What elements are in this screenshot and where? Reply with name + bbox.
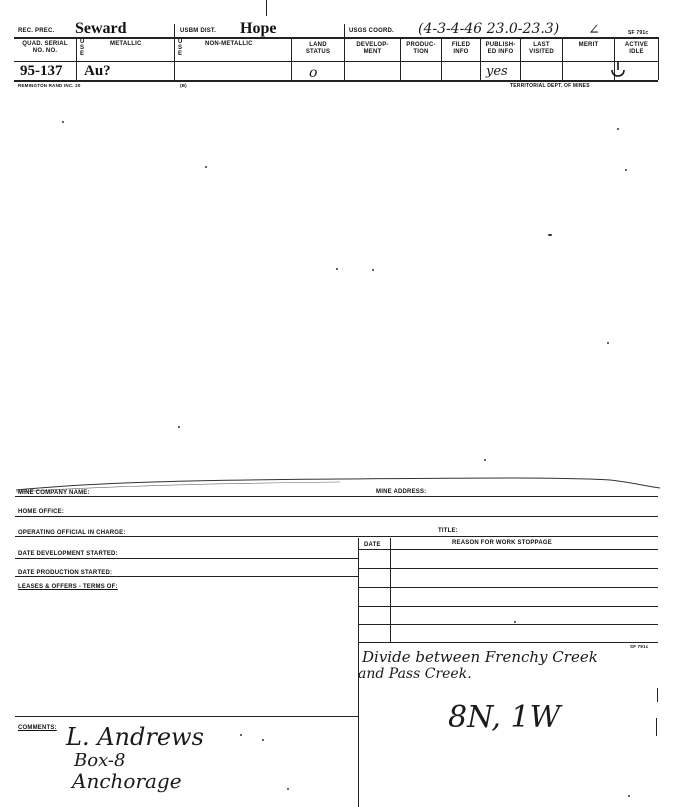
mine-company-label: MINE COMPANY NAME: (18, 490, 90, 496)
last-visited-label: LAST VISITED (529, 42, 554, 55)
mine-address-label: MINE ADDRESS: (376, 489, 427, 495)
edge-mark (656, 718, 657, 736)
speck (484, 459, 486, 461)
card-line (358, 624, 658, 625)
leases-label: LEASES & OFFERS - TERMS OF: (18, 584, 118, 590)
note-line-2: and Pass Creek. (358, 666, 472, 682)
comments-label: COMMENTS: (18, 725, 57, 731)
card-line (358, 587, 658, 588)
speck (617, 128, 619, 130)
land-status-value: o (309, 65, 318, 81)
card-line (15, 536, 658, 537)
card-divider (174, 37, 175, 80)
metallic-value: Au? (84, 63, 111, 79)
card-top-edge (0, 474, 678, 494)
card-line (358, 549, 658, 550)
comment-line-2: Box-8 (74, 750, 126, 771)
footer-code: (B) (180, 83, 187, 88)
card-line (358, 568, 658, 569)
land-status-label: LAND STATUS (305, 42, 331, 55)
speck (336, 268, 338, 270)
speck (625, 169, 627, 171)
card-line (15, 558, 358, 559)
check-mark: ∠ (588, 22, 600, 38)
note-line-1: Divide between Frenchy Creek (362, 648, 598, 666)
non-metallic-label: NON-METALLIC (205, 41, 253, 47)
title-label: TITLE: (438, 528, 458, 534)
footer-right: TERRITORIAL DEPT. OF MINES (510, 83, 590, 89)
comment-line-1: L. Andrews (66, 723, 204, 751)
quad-serial-label: QUAD. SERIAL NO. NO. (22, 41, 68, 54)
speck (514, 621, 516, 623)
speck (548, 234, 552, 236)
footer-left: REMINGTON RAND INC. 20 (18, 83, 81, 88)
date-col-label: DATE (364, 542, 381, 548)
production-label: PRODUC- TION (406, 42, 436, 55)
card-line (358, 606, 658, 607)
card-line (15, 576, 358, 577)
speck (262, 739, 264, 741)
operating-official-label: OPERATING OFFICIAL IN CHARGE: (18, 530, 126, 536)
card-divider (76, 37, 77, 80)
use2-label: U S E (178, 39, 183, 57)
card-line (14, 80, 658, 82)
speck (240, 734, 242, 736)
usgs-coord-value: (4-3-4-46 23.0-23.3) (418, 21, 560, 37)
card-divider (174, 24, 175, 37)
corner-code-bottom: SF 791c (630, 644, 649, 649)
speck (607, 342, 609, 344)
rec-prec-label: REC. PREC. (18, 28, 55, 34)
usgs-coord-label: USGS COORD. (349, 28, 394, 34)
development-label: DEVELOP- MENT (356, 42, 389, 55)
speck (372, 269, 374, 271)
usbm-dist-value: Hope (240, 20, 277, 37)
home-office-label: HOME OFFICE: (18, 509, 65, 515)
metallic-label: METALLIC (110, 41, 142, 47)
speck (628, 795, 630, 797)
usbm-dist-label: USBM DIST. (180, 28, 217, 34)
speck (205, 166, 207, 168)
comment-line-3: Anchorage (72, 769, 182, 793)
card-line (358, 642, 658, 643)
dev-started-label: DATE DEVELOPMENT STARTED: (18, 551, 118, 557)
published-info-value: yes (486, 64, 508, 79)
edge-mark (657, 688, 658, 702)
prod-started-label: DATE PRODUCTION STARTED: (18, 570, 113, 576)
reason-col-label: REASON FOR WORK STOPPAGE (452, 540, 552, 546)
card-line (15, 496, 658, 497)
merit-label: MERIT (578, 42, 599, 48)
active-idle-label: ACTIVE IDLE (624, 42, 649, 55)
active-idle-mark (606, 60, 630, 82)
filed-info-label: FILED INFO (451, 42, 471, 55)
rec-prec-value: Seward (75, 20, 127, 37)
card-line (15, 716, 358, 717)
card-line (15, 516, 658, 517)
speck (178, 426, 180, 428)
note-coordinates: 8N, 1W (448, 700, 561, 735)
quad-serial-value: 95-137 (20, 63, 63, 79)
top-tick-mark (266, 0, 267, 16)
use-label: U S E (80, 39, 85, 57)
card-divider (658, 37, 659, 80)
published-info-label: PUBLISH- ED INFO (485, 42, 516, 55)
card-divider (390, 538, 391, 642)
corner-code: SF 791c (628, 30, 649, 36)
speck (287, 788, 289, 790)
speck (62, 121, 64, 123)
card-divider (344, 24, 345, 37)
